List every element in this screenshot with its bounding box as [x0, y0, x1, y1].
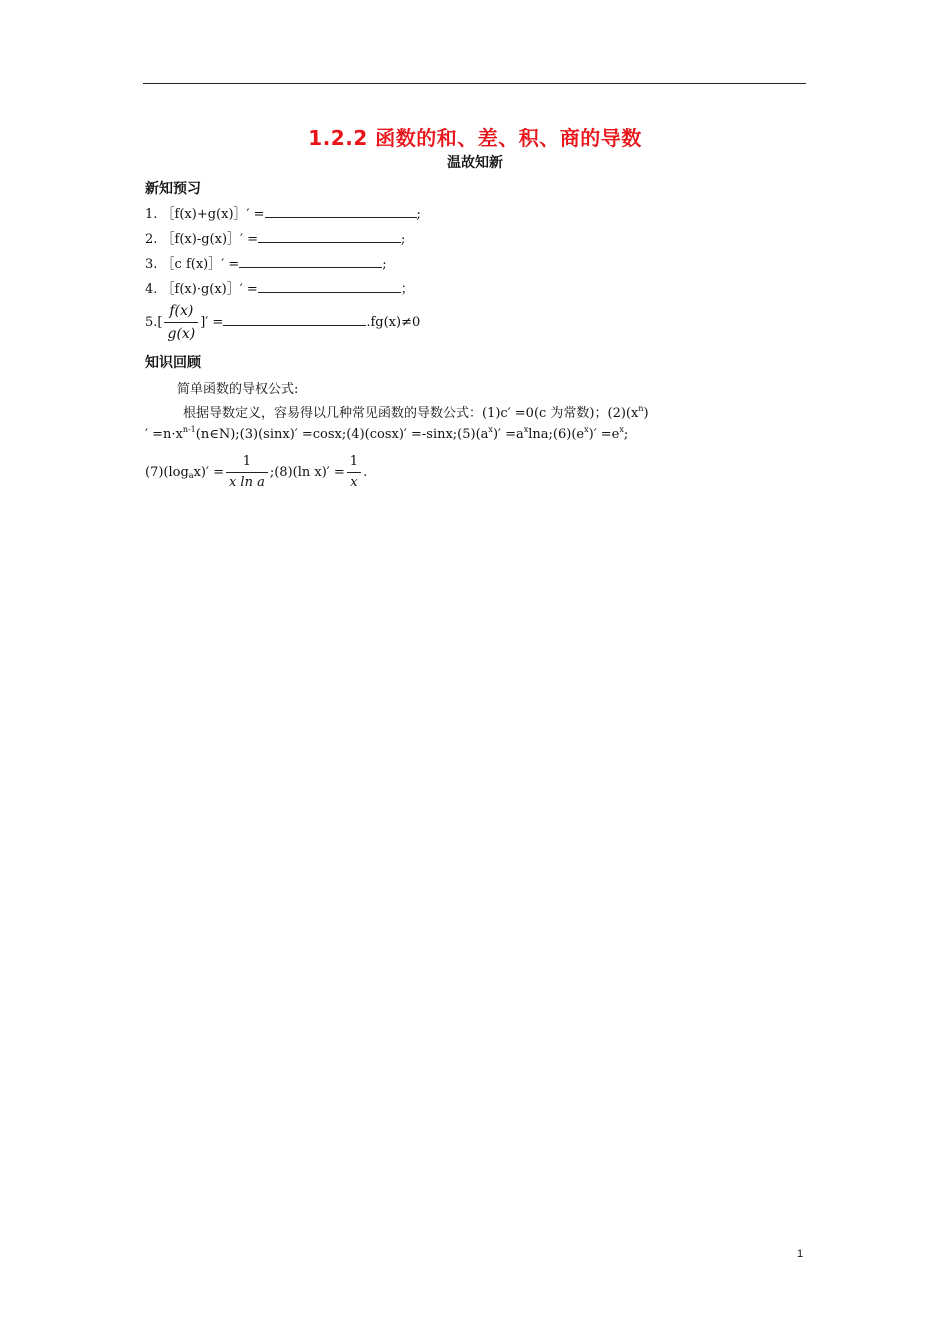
preview-item-5-suffix: .fg(x)≠0: [366, 315, 421, 330]
review-line-3-b: (n∈N);(3)(sinx)′ =cosx;(4)(cosx)′ =-sinx;(5)(a: [195, 427, 489, 442]
preview-item-3: [145, 253, 387, 272]
section-heading-preview: 新知预习: [145, 181, 201, 197]
preview-item-3-text: 3. ［c f(x)］′ =: [145, 257, 240, 272]
answer-blank-2[interactable]: [258, 230, 401, 243]
preview-item-4-suffix: ；: [400, 282, 414, 297]
preview-item-5: [145, 300, 420, 345]
review-line-2-sup: n: [638, 404, 644, 413]
log-fraction-denominator: x ln a: [228, 475, 265, 490]
ln-derivative-fraction: [347, 452, 361, 493]
fraction-numerator: f(x): [164, 300, 198, 323]
review-line-2-end: ): [643, 406, 649, 421]
quotient-fraction: [164, 300, 198, 345]
section-heading-review: 知识回顾: [145, 355, 201, 371]
header-rule: [143, 83, 806, 84]
review-line-1: 简单函数的导权公式:: [177, 382, 299, 397]
preview-item-2: [145, 228, 405, 247]
answer-blank-4[interactable]: [258, 280, 401, 293]
review-line-4-d: .: [363, 465, 368, 480]
review-line-3-sup3: x: [523, 425, 529, 434]
review-line-4-sub: a: [188, 471, 194, 480]
review-line-3-a: ′ =n·x: [145, 427, 183, 442]
log-fraction-numerator: 1: [226, 452, 268, 473]
preview-item-4-text: 4. ［f(x)·g(x)］′ =: [145, 282, 258, 297]
log-derivative-fraction: [226, 452, 268, 493]
review-line-3: [145, 427, 628, 442]
review-line-4-c: ;(8)(ln x)′ =: [269, 465, 345, 480]
preview-item-2-text: 2. ［f(x)-g(x)］′ =: [145, 232, 258, 247]
review-line-3-sup4: x: [584, 425, 589, 434]
review-line-3-d: lna;(6)(e: [528, 427, 585, 442]
review-line-2: [183, 402, 649, 421]
ln-fraction-denominator: x: [350, 475, 358, 490]
answer-blank-5[interactable]: [223, 313, 366, 326]
preview-item-5-text: 5.[: [145, 315, 163, 330]
review-line-3-c: )′ =a: [492, 427, 524, 442]
answer-blank-3[interactable]: [239, 255, 382, 268]
page-subtitle: 温故知新: [447, 155, 503, 171]
page-title: 1.2.2 函数的和、差、积、商的导数: [308, 126, 642, 150]
preview-item-3-suffix: ;: [382, 257, 387, 272]
review-line-3-f: ;: [623, 427, 629, 442]
review-line-3-e: )′ =e: [588, 427, 620, 442]
preview-item-1-suffix: ;: [416, 207, 421, 222]
review-line-4-a: (7)(log: [145, 465, 189, 480]
preview-item-1-text: 1. ［f(x)+g(x)］′ =: [145, 207, 265, 222]
fraction-denominator: g(x): [167, 326, 196, 342]
review-line-3-sup1: n-1: [182, 425, 196, 434]
review-line-3-sup2: x: [488, 425, 493, 434]
preview-item-1: [145, 203, 421, 222]
review-line-3-sup5: x: [619, 425, 624, 434]
review-line-2-text: 根据导数定义，容易得以几种常见函数的导数公式：(1)c′ =0(c 为常数)；(2)(x: [183, 406, 639, 421]
review-line-4: [145, 452, 367, 493]
page-number: 1: [797, 1248, 804, 1260]
ln-fraction-numerator: 1: [347, 452, 361, 473]
preview-item-4: [145, 278, 414, 297]
review-line-4-b: x)′ =: [193, 465, 224, 480]
answer-blank-1[interactable]: [265, 205, 417, 218]
preview-item-5-middle: ]′ =: [200, 315, 224, 330]
preview-item-2-suffix: ;: [401, 232, 406, 247]
